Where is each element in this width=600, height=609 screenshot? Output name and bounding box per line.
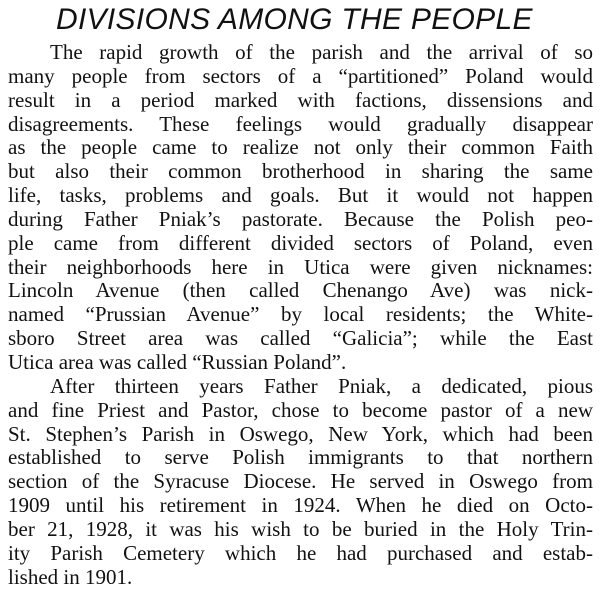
text-line: lished in 1901. [8,565,133,589]
paragraph-1 [8,41,593,375]
text-line: but also their common brotherhood in sharing the same [8,160,593,184]
text-line: Lincoln Avenue (then called Chenango Ave) was nick- [8,279,593,303]
article-heading: DIVISIONS AMONG THE PEOPLE [56,3,533,36]
text-line: life, tasks, problems and goals. But it would not happen [8,184,593,208]
text-line: The rapid growth of the parish and the arrival of so [50,41,593,64]
text-line: St. Stephen’s Parish in Oswego, New York, which had been [8,422,593,446]
text-line: ity Parish Cemetery which he had purchased and estab- [8,541,593,565]
paragraph-2 [8,375,593,590]
text-line: Utica area was called “Russian Poland”. [8,350,347,374]
text-line: After thirteen years Father Pniak, a dedicated, pious [50,374,593,398]
text-line: disagreements. These feelings would gradually disappear [8,112,593,136]
text-line: ber 21, 1928, it was his wish to be buried in the Holy Trin- [8,517,593,541]
text-line: and fine Priest and Pastor, chose to become pastor of a new [8,398,593,422]
text-line: result in a period marked with factions, dissensions and [8,88,593,112]
text-line: established to serve Polish immigrants to that northern [8,446,593,470]
text-line: their neighborhoods here in Utica were given nicknames: [8,255,593,279]
text-line: as the people came to realize not only their common Faith [8,136,593,160]
text-line: 1909 until his retirement in 1924. When he died on Octo- [8,494,593,518]
text-line: section of the Syracuse Diocese. He served in Oswego from [8,470,593,494]
article-body [8,41,593,589]
text-line: ple came from different divided sectors of Poland, even [8,231,593,255]
text-line: during Father Pniak’s pastorate. Because the Polish peo- [8,207,593,231]
text-line: named “Prussian Avenue” by local residents; the White- [8,303,593,327]
text-line: many people from sectors of a “partitioned” Poland would [8,64,593,88]
text-line: sboro Street area was called “Galicia”; while the East [8,327,593,351]
